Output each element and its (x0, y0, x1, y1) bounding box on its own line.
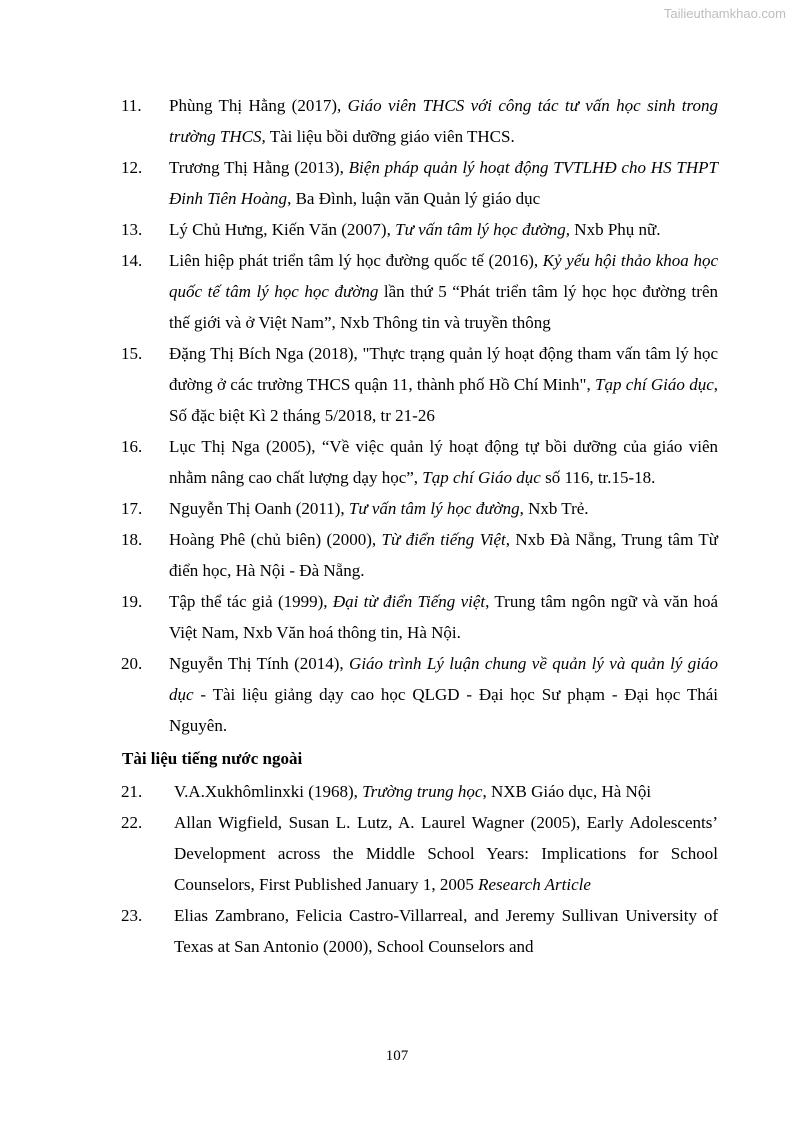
reference-segment: số 116, tr.15-18. (540, 468, 656, 487)
reference-text (169, 220, 661, 239)
reference-number: 18. (121, 530, 143, 549)
reference-segment: V.A.Xukhômlinxki (1968), (174, 782, 363, 801)
reference-item (0, 90, 718, 152)
reference-text (169, 776, 718, 807)
reference-text (169, 807, 718, 900)
reference-list (0, 90, 794, 962)
reference-text (169, 592, 718, 642)
reference-title: Biện pháp quản lý hoạt động TVTLHĐ cho HS THPT Đinh Tiên Hoàng (169, 158, 718, 208)
reference-text (169, 344, 718, 425)
reference-title: Kỷ yếu hội thảo khoa học quốc tế tâm lý học học đường (169, 251, 718, 301)
reference-item (0, 493, 718, 524)
reference-segment: , Nxb Đà Nẵng, Trung tâm Từ điển học, Hà Nội - Đà Nẵng. (169, 530, 718, 580)
reference-segment: , Trung tâm ngôn ngữ và văn hoá Việt Nam, Nxb Văn hoá thông tin, Hà Nội. (169, 592, 718, 642)
reference-title: Tạp chí Giáo dục (595, 375, 714, 394)
reference-text (169, 251, 718, 332)
foreign-references-heading: Tài liệu tiếng nước ngoài (122, 749, 303, 768)
reference-title: Research Article (478, 875, 591, 894)
reference-segment: Hoàng Phê (chủ biên) (2000), (169, 530, 382, 549)
reference-number: 14. (121, 251, 143, 270)
reference-segment: Liên hiệp phát triển tâm lý học đường quốc tế (2016), (169, 251, 543, 270)
reference-title: Giáo viên THCS với công tác tư vấn học sinh trong trường THCS, (169, 96, 718, 146)
reference-segment: Lý Chủ Hưng, Kiến Văn (2007), (169, 220, 396, 239)
reference-text (169, 158, 718, 208)
reference-item (0, 524, 718, 586)
reference-segment: lần thứ 5 “Phát triển tâm lý học học đường trên thế giới và ở Việt Nam”, Nxb Thông tin và truyền thông (169, 282, 718, 332)
reference-segment: Tập thể tác giả (1999), (169, 592, 333, 611)
reference-segment: Phùng Thị Hằng (2017), (169, 96, 348, 115)
reference-title: Tạp chí Giáo dục (422, 468, 541, 487)
reference-item (0, 807, 718, 900)
reference-number: 23. (121, 906, 143, 925)
reference-segment: , Nxb Trẻ. (519, 499, 589, 518)
reference-title: Tư vấn tâm lý học đường (348, 499, 520, 518)
reference-text (169, 530, 718, 580)
reference-text (169, 96, 718, 146)
reference-segment: Nguyễn Thị Oanh (2011), (169, 499, 349, 518)
foreign-references (0, 776, 794, 962)
reference-segment: - Tài liệu giảng dạy cao học QLGD - Đại học Sư phạm - Đại học Thái Nguyên. (169, 685, 718, 735)
reference-item (0, 214, 718, 245)
reference-number: 21. (121, 782, 143, 801)
reference-item (0, 776, 718, 807)
reference-item (0, 586, 718, 648)
reference-title: Đại từ điển Tiếng việt (332, 592, 486, 611)
watermark-text: Tailieuthamkhao.com (663, 6, 786, 21)
reference-number: 17. (121, 499, 143, 518)
reference-number: 11. (121, 96, 142, 115)
reference-segment: Elias Zambrano, Felicia Castro-Villarreal, and Jeremy Sullivan University of Texas at San Antonio (2000), School Counselors and (174, 906, 718, 956)
reference-number: 13. (121, 220, 143, 239)
reference-item (0, 338, 718, 431)
reference-title: Giáo trình Lý luận chung về quản lý và quản lý giáo dục (169, 654, 719, 704)
reference-text (169, 654, 718, 735)
reference-segment: Nxb Phụ nữ. (570, 220, 661, 239)
reference-segment: Đặng Thị Bích Nga (2018), "Thực trạng quản lý hoạt động tham vấn tâm lý học đường ở các trường THCS quận 11, thành phố Hồ Chí Minh", (169, 344, 718, 394)
reference-segment: Nguyễn Thị Tính (2014), (169, 654, 350, 673)
reference-segment: , Số đặc biệt Kì 2 tháng 5/2018, tr 21-26 (169, 375, 718, 425)
reference-title: Trường trung học (362, 782, 483, 801)
reference-number: 22. (121, 813, 143, 832)
reference-number: 20. (121, 654, 143, 673)
reference-text (169, 437, 718, 487)
reference-segment: , Ba Đình, luận văn Quản lý giáo dục (287, 189, 541, 208)
reference-number: 16. (121, 437, 143, 456)
reference-segment: Tài liệu bồi dưỡng giáo viên THCS. (265, 127, 515, 146)
reference-number: 19. (121, 592, 143, 611)
vietnamese-references (0, 90, 794, 741)
reference-segment: , NXB Giáo dục, Hà Nội (482, 782, 652, 801)
reference-item (0, 900, 718, 962)
reference-item (0, 245, 718, 338)
reference-number: 15. (121, 344, 143, 363)
reference-segment: Allan Wigfield, Susan L. Lutz, A. Laurel Wagner (2005), Early Adolescents’ Development across the Middle School Years: Implications for School Counselors, First Published January 1, 2005 (174, 813, 718, 894)
reference-text (169, 900, 718, 962)
reference-item (0, 648, 718, 741)
reference-item (0, 152, 718, 214)
page-number: 107 (385, 1048, 409, 1064)
reference-text (169, 499, 589, 518)
reference-number: 12. (121, 158, 143, 177)
reference-segment: Lục Thị Nga (2005), “Về việc quản lý hoạt động tự bồi dưỡng của giáo viên nhằm nâng cao chất lượng dạy học”, (169, 437, 718, 487)
reference-segment: Trương Thị Hằng (2013), (169, 158, 349, 177)
reference-item (0, 431, 718, 493)
reference-title: Từ điển tiếng Việt (381, 530, 506, 549)
reference-title: Tư vấn tâm lý học đường, (395, 220, 571, 239)
